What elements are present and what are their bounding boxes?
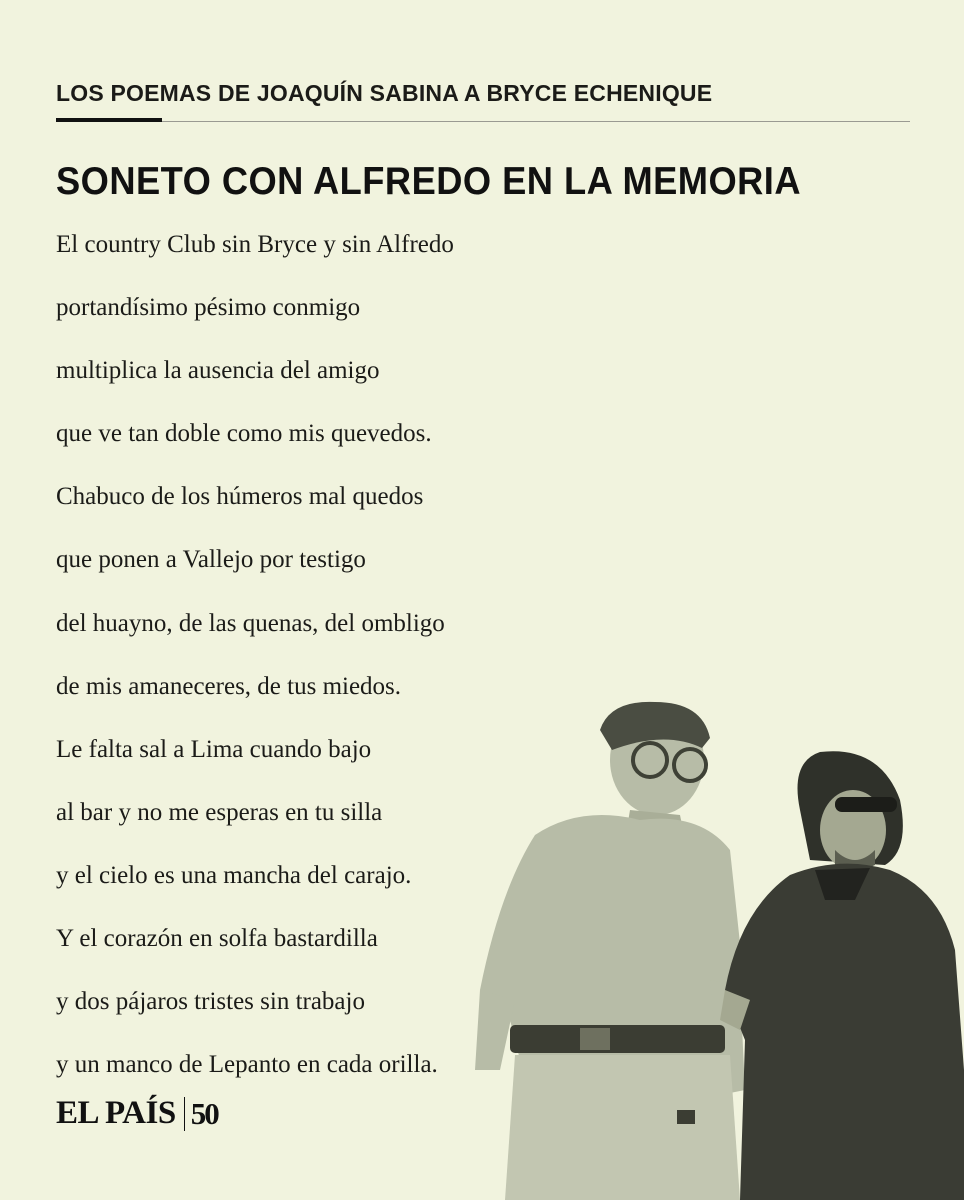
poem-line: multiplica la ausencia del amigo [56, 357, 380, 385]
poem-line: al bar y no me esperas en tu silla [56, 798, 383, 826]
logo-anniversary: 50 [190, 1095, 218, 1131]
logo-wordmark: EL PAÍS [56, 1095, 176, 1131]
poem-title: SONETO CON ALFREDO EN LA MEMORIA [56, 160, 802, 203]
poem-line: y dos pájaros tristes sin trabajo [56, 988, 365, 1016]
poem-line: Chabuco de los húmeros mal quedos [56, 483, 424, 511]
poem-line: que ve tan doble como mis quevedos. [56, 420, 432, 448]
logo-separator [184, 1097, 185, 1131]
header-divider-accent [56, 118, 162, 122]
photo-man-right [720, 751, 964, 1200]
poem-line: Le falta sal a Lima cuando bajo [56, 735, 372, 763]
poem-line: El country Club sin Bryce y sin Alfredo [56, 231, 454, 258]
section-kicker: LOS POEMAS DE JOAQUÍN SABINA A BRYCE ECHENIQUE [56, 80, 713, 106]
poem-line: de mis amaneceres, de tus miedos. [56, 672, 402, 700]
poem-body [56, 230, 454, 1113]
poem-line: del huayno, de las quenas, del ombligo [56, 609, 445, 637]
duotone-photo-two-men [440, 690, 964, 1200]
el-pais-50-logo [56, 1095, 218, 1132]
poem-line: Y el corazón en solfa bastardilla [56, 925, 378, 953]
poem-line: que ponen a Vallejo por testigo [56, 546, 366, 574]
poem-line: y el cielo es una mancha del carajo. [56, 861, 412, 889]
header-divider [56, 121, 910, 122]
poem-line: y un manco de Lepanto en cada orilla. [56, 1051, 438, 1079]
poem-line: portandísimo pésimo conmigo [56, 294, 361, 322]
photo-man-left [475, 702, 745, 1200]
